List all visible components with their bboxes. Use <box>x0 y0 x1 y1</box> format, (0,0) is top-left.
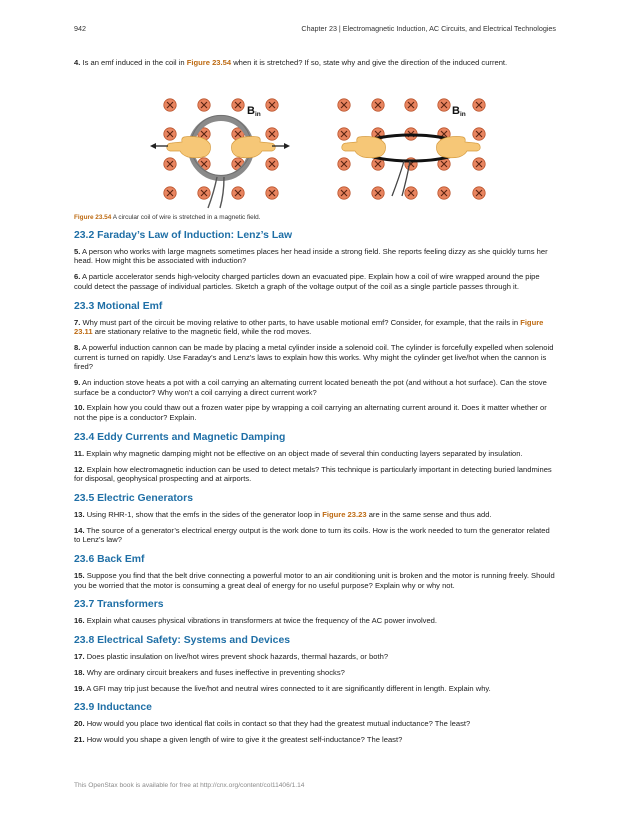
question-6: 6. A particle accelerator sends high-velocity charged particles down an evacuated pipe. Explain how a coil of wire wrapped around the pipe could detect the passage of individual particles. Sketch a graph of the voltage output of the coil as a single particle passes through it. <box>74 272 540 291</box>
right-panel <box>338 99 485 199</box>
section-heading-23-2: 23.2 Faraday’s Law of Induction: Lenz’s Law <box>74 229 293 241</box>
section-heading-23-6: 23.6 Back Emf <box>74 554 145 566</box>
left-hand <box>167 136 211 157</box>
chapter-title: Chapter 23 | Electromagnetic Induction, AC Circuits, and Electrical Technologies <box>301 24 556 33</box>
question-11: 11. Explain why magnetic damping might not be effective on an object made of several thin conducting layers separated by insulation. <box>74 448 523 458</box>
figure-link[interactable]: Figure 23.54 <box>186 58 232 67</box>
b-in-label-left: Bin <box>247 104 261 118</box>
page-footer: This OpenStax book is available for free at http://cnx.org/content/col11406/1.14 <box>74 782 305 789</box>
section-heading-23-7: 23.7 Transformers <box>74 599 164 611</box>
question-20: 20. How would you place two identical flat coils in contact so that they had the greatest mutual inductance? The least? <box>74 719 471 729</box>
right-hand <box>232 136 276 157</box>
question-17: 17. Does plastic insulation on live/hot wires prevent shock hazards, thermal hazards, or both? <box>74 652 389 662</box>
question-15: 15. Suppose you find that the belt drive connecting a powerful motor to an air conditioning unit is broken and the motor is running freely. Should you be worried that the motor is consuming a great deal of energy for no useful purpose? Explain why or why not. <box>74 571 555 590</box>
question-4: 4. Is an emf induced in the coil in Figure 23.54 when it is stretched? If so, state why and give the direction of the induced current. <box>74 58 508 67</box>
section-heading-23-3: 23.3 Motional Emf <box>74 300 163 312</box>
b-in-label-right: Bin <box>452 104 466 118</box>
question-9: 9. An induction stove heats a pot with a coil carrying an alternating current located beneath the pot (and without a hot surface). Can the stove surface be a conductor? Why won’t a coil carrying a direct current work? <box>74 378 547 397</box>
page-content <box>74 58 556 751</box>
left-panel <box>150 99 290 208</box>
question-7: 7. Why must part of the circuit be moving relative to other parts, to have usable motional emf? Consider, for example, that the rails in Figure 23.11 are stationary relative to the magnetic field, while the rod moves. <box>74 317 544 337</box>
section-heading-23-8: 23.8 Electrical Safety: Systems and Devices <box>74 635 291 647</box>
question-13: 13. Using RHR-1, show that the emfs in the sides of the generator loop in Figure 23.23 are in the same sense and thus add. <box>74 509 492 519</box>
right-hand-right-panel <box>437 136 481 157</box>
figure-caption: Figure 23.54 A circular coil of wire is stretched in a magnetic field. <box>74 213 261 221</box>
figure-link[interactable]: Figure 23.23 <box>322 509 367 519</box>
question-12: 12. Explain how electromagnetic induction can be used to detect metals? This technique is particularly important in detecting buried landmines for disposal, geophysical prospecting and at airports. <box>74 464 552 484</box>
question-19: 19. A GFI may trip just because the live/hot and neutral wires connected to it are significantly different in length. Explain why. <box>74 683 491 693</box>
left-hand-right-panel <box>342 136 386 157</box>
figure-23-54 <box>74 74 556 212</box>
page-number: 942 <box>74 24 86 33</box>
question-18: 18. Why are ordinary circuit breakers and fuses ineffective in preventing shocks? <box>74 667 345 677</box>
question-14: 14. The source of a generator’s electrical energy output is the work done to turn its coils. How is the work needed to turn the generator related to Lenz’s law? <box>74 525 550 545</box>
question-5: 5. A person who works with large magnets sometimes places her head inside a strong field. She reports feeling dizzy as she quickly turns her head. How might this be associated with induction? <box>74 246 548 266</box>
question-21: 21. How would you shape a given length of wire to give it the greatest self-inductance? The least? <box>74 734 403 744</box>
question-16: 16. Explain what causes physical vibrations in transformers at twice the frequency of the AC power involved. <box>74 616 438 626</box>
section-heading-23-4: 23.4 Eddy Currents and Magnetic Damping <box>74 431 286 443</box>
question-10: 10. Explain how you could thaw out a frozen water pipe by wrapping a coil carrying an alternating current around it. Does it matter whether or not the pipe is a conductor? Explain. <box>74 403 547 423</box>
figure-link[interactable]: Figure 23.11 <box>74 317 544 337</box>
section-heading-23-9: 23.9 Inductance <box>74 702 152 714</box>
section-heading-23-5: 23.5 Electric Generators <box>74 492 193 504</box>
question-8: 8. A powerful induction cannon can be made by placing a metal cylinder inside a solenoid coil. The cylinder is forcefully expelled when solenoid current is turned on rapidly. Use Faraday’s and Lenz’s laws to explain how this works. Why might the cylinder get live/hot when the cannon is fired? <box>74 342 554 372</box>
coil-illustration <box>74 74 556 212</box>
